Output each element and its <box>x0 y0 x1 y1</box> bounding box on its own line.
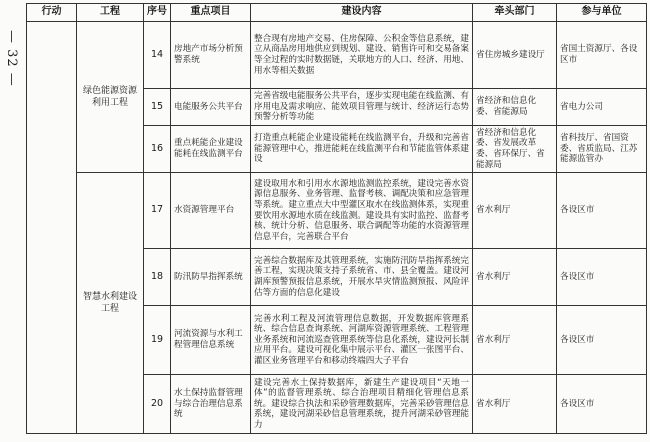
seq-cell: 17 <box>144 173 171 249</box>
content-cell: 建设取用水和引用水水源地监测监控系统，建设完善水资源信息服务、业务管理、监督考核、调配决策和应急管理等系统。建立重点大中型灌区取水在线监测体系，实现重要饮用水源地水质在线监测。建设具有实时监控、监督考核、统计分析、信息服务、联合调配等功能的水资源管理信息平台，完善联合平台 <box>251 173 473 249</box>
key-item-cell: 水资源管理平台 <box>171 173 251 249</box>
seq-cell: 15 <box>144 89 171 126</box>
header-action: 行动 <box>27 4 77 22</box>
header-key-item: 重点项目 <box>171 4 251 22</box>
seq-cell: 18 <box>144 249 171 306</box>
header-participants: 参与单位 <box>557 4 647 22</box>
key-item-cell: 水土保持监督管理与综合治理信息系统 <box>171 375 251 434</box>
lead-cell: 省水利厅 <box>473 306 557 375</box>
participants-cell: 各设区市 <box>557 249 647 306</box>
page-number: — 32 — <box>4 30 19 87</box>
seq-cell: 20 <box>144 375 171 434</box>
lead-cell: 省水利厅 <box>473 249 557 306</box>
participants-cell: 各设区市 <box>557 306 647 375</box>
content-cell: 打造重点耗能企业建设能耗在线监测平台，升级和完善省能源管理中心，推进能耗在线监测平台和节能监管体系建设 <box>251 126 473 173</box>
lead-cell: 省水利厅 <box>473 375 557 434</box>
lead-cell: 省经济和信息化委、省能源局 <box>473 89 557 126</box>
content-cell: 整合现有房地产交易、住房保障、公积金等信息系统，建立从商品房用地供应到规划、建设、销售许可和交易备案等全过程的实时数据链，关联地方的人口、经济、用地、用水等相关数据 <box>251 22 473 89</box>
group-smart-water: 智慧水利建设工程 <box>77 173 144 434</box>
content-cell: 建设完善水土保持数据库，新建生产建设项目“天地一体”的监督管理系统、综合治理项目精细化管理信息系统。建设综合执法和采砂管理数据库，完善采砂管理信息系统，建设河湖采砂信息管理系统，提升河湖采砂管理能力 <box>251 375 473 434</box>
participants-cell: 省科技厅、省国资委、省质监局、江苏能源监管办 <box>557 126 647 173</box>
content-cell: 完善水利工程及河流管理信息数据，开发数据库管理系统、综合信息查询系统、河湖库资源管理系统、工程管理业务系统和河流巡查管理系统等信息化系统，建设河长制应用平台。建设可视化集中展示平台、灌区一张图平台、灌区业务管理平台和移动终端四大子平台 <box>251 306 473 375</box>
participants-cell: 省国土资源厅、各设区市 <box>557 22 647 89</box>
header-content: 建设内容 <box>251 4 473 22</box>
content-cell: 完善综合数据库及其管理系统，实施防汛防旱指挥系统完善工程，实现决策支持子系统省、市、县全覆盖。建设河湖库预警预报信息系统，开展水旱灾情监测预报、风险评估等方面的信息化建设 <box>251 249 473 306</box>
lead-cell: 省经济和信息化委、省发展改革委、省环保厅、省能源局 <box>473 126 557 173</box>
lead-cell: 省住房城乡建设厅 <box>473 22 557 89</box>
content-cell: 完善省级电能服务公共平台，逐步实现电能在线监测、有序用电及需求响应、能效项目管理与统计、经济运行态势预警分析等功能 <box>251 89 473 126</box>
header-seq: 序号 <box>144 4 171 22</box>
participants-cell: 各设区市 <box>557 173 647 249</box>
lead-cell: 省水利厅 <box>473 173 557 249</box>
key-item-cell: 防汛防旱指挥系统 <box>171 249 251 306</box>
table-row <box>27 22 647 89</box>
seq-cell: 14 <box>144 22 171 89</box>
group-green-energy: 绿色能源资源利用工程 <box>77 22 144 173</box>
key-item-cell: 河流资源与水利工程管理信息系统 <box>171 306 251 375</box>
header-lead: 牵头部门 <box>473 4 557 22</box>
key-item-cell: 电能服务公共平台 <box>171 89 251 126</box>
page-number-margin <box>2 0 24 442</box>
seq-cell: 19 <box>144 306 171 375</box>
header-project: 工程 <box>77 4 144 22</box>
project-table <box>26 3 647 434</box>
header-row <box>27 4 647 22</box>
participants-cell: 各设区市 <box>557 375 647 434</box>
key-item-cell: 房地产市场分析预警系统 <box>171 22 251 89</box>
table-row <box>27 173 647 249</box>
seq-cell: 16 <box>144 126 171 173</box>
participants-cell: 省电力公司 <box>557 89 647 126</box>
key-item-cell: 重点耗能企业建设能耗在线监测平台 <box>171 126 251 173</box>
action-cell <box>27 22 77 434</box>
